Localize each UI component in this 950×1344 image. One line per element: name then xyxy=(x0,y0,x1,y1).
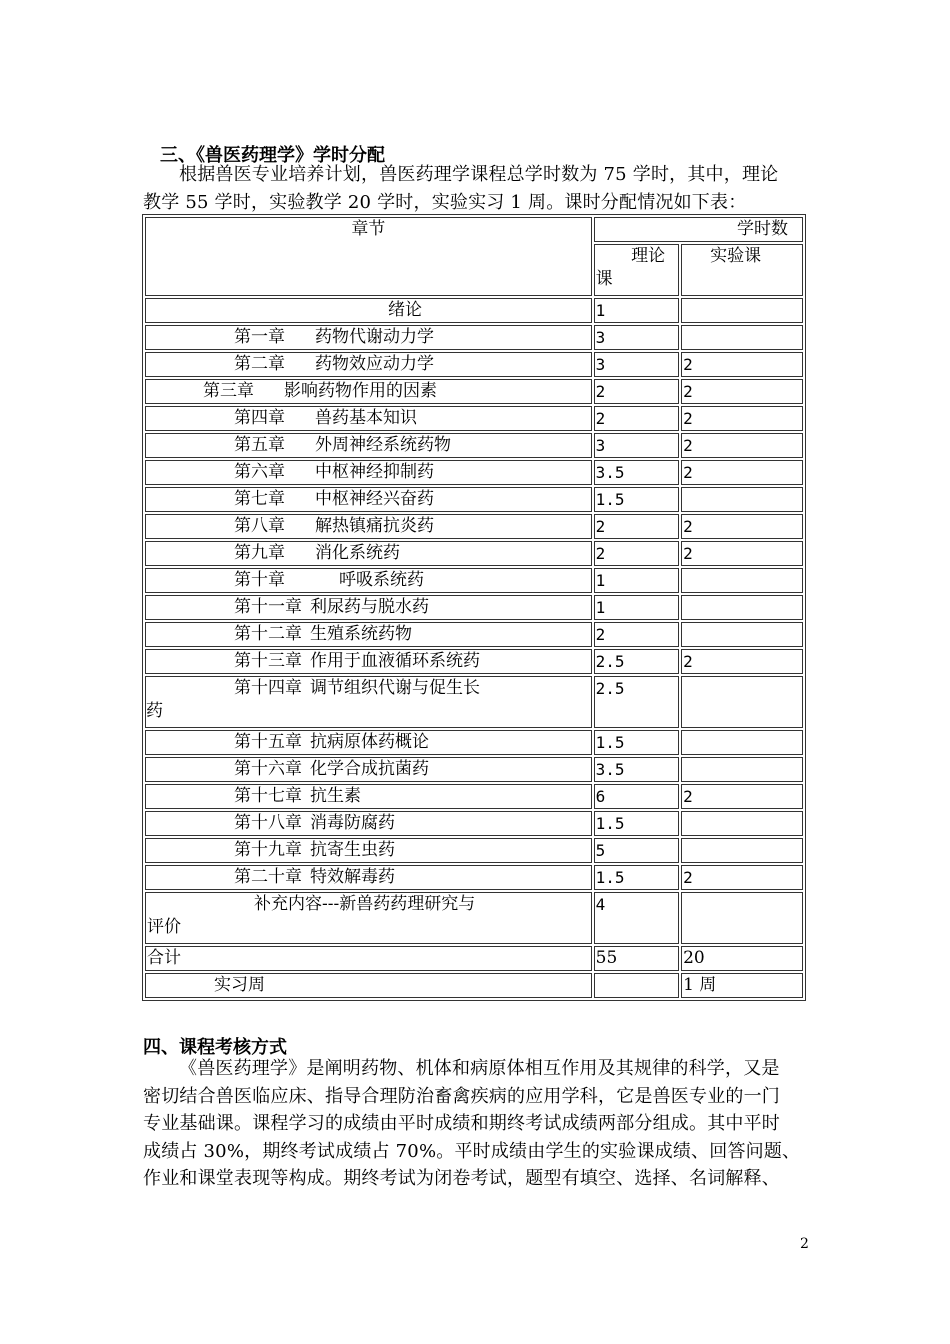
chapter-number: 第五章 xyxy=(234,435,285,455)
table-row xyxy=(145,352,803,377)
header-theory-label-b: 课 xyxy=(595,269,613,289)
chapter-name: 利尿药与脱水药 xyxy=(310,597,429,617)
table-row xyxy=(145,487,803,512)
lab-hours-cell xyxy=(681,595,803,620)
table-row-supplement xyxy=(145,892,803,944)
table-row xyxy=(145,730,803,755)
chapter-number: 第十二章 xyxy=(234,624,302,644)
lab-hours-cell xyxy=(681,757,803,782)
theory-hours-cell: 1 xyxy=(594,595,679,620)
chapter-number: 第十四章 xyxy=(234,678,302,698)
chapter-name: 解热镇痛抗炎药 xyxy=(315,516,434,536)
lab-hours-cell: 2 xyxy=(681,514,803,539)
theory-hours-cell: 2 xyxy=(594,622,679,647)
table-row xyxy=(145,757,803,782)
header-chapter xyxy=(145,217,592,296)
table-row xyxy=(145,838,803,863)
chapter-cell xyxy=(145,298,592,323)
hours-table xyxy=(142,214,806,1001)
supplement-label-b: 评价 xyxy=(147,917,181,937)
chapter-number: 第十三章 xyxy=(234,651,302,671)
assessment-line-1: 《兽医药理学》是阐明药物、机体和病原体相互作用及其规律的科学，又是 xyxy=(179,1058,780,1079)
chapter-cell xyxy=(145,676,592,728)
chapter-name: 调节组织代谢与促生长 xyxy=(310,678,480,698)
lab-hours-cell xyxy=(681,568,803,593)
chapter-cell xyxy=(145,730,592,755)
chapter-name: 绪论 xyxy=(388,300,422,320)
chapter-cell xyxy=(145,352,592,377)
chapter-name: 药物效应动力学 xyxy=(315,354,434,374)
table-row xyxy=(145,406,803,431)
header-lab xyxy=(681,244,803,296)
chapter-name: 外周神经系统药物 xyxy=(315,435,451,455)
chapter-cell xyxy=(145,379,592,404)
chapter-cell xyxy=(145,406,592,431)
lab-hours-cell: 2 xyxy=(681,541,803,566)
theory-hours-cell: 6 xyxy=(594,784,679,809)
chapter-name: 抗生素 xyxy=(310,786,361,806)
lab-hours-cell xyxy=(681,487,803,512)
theory-hours-cell: 2 xyxy=(594,541,679,566)
lab-hours-cell: 2 xyxy=(681,784,803,809)
theory-hours-cell: 2.5 xyxy=(594,649,679,674)
lab-hours-cell xyxy=(681,811,803,836)
header-theory-label-a: 理论 xyxy=(631,246,666,266)
theory-hours-cell: 1 xyxy=(594,568,679,593)
header-hours-label: 学时数 xyxy=(737,219,788,239)
table-row-total xyxy=(145,946,803,971)
theory-hours-cell: 2.5 xyxy=(594,676,679,728)
table-row xyxy=(145,784,803,809)
table-row xyxy=(145,568,803,593)
lab-hours-cell: 2 xyxy=(681,865,803,890)
table-row xyxy=(145,649,803,674)
chapter-name: 抗寄生虫药 xyxy=(310,840,395,860)
lab-hours-cell xyxy=(681,298,803,323)
chapter-number: 第四章 xyxy=(234,408,285,428)
table-row xyxy=(145,676,803,728)
theory-hours-cell: 3.5 xyxy=(594,757,679,782)
table-row xyxy=(145,514,803,539)
lab-hours-cell xyxy=(681,838,803,863)
chapter-name: 化学合成抗菌药 xyxy=(310,759,429,779)
table-row xyxy=(145,811,803,836)
total-theory-cell: 55 xyxy=(594,946,679,971)
chapter-number: 第七章 xyxy=(234,489,285,509)
table-row xyxy=(145,460,803,485)
theory-hours-cell: 3 xyxy=(594,433,679,458)
theory-hours-cell: 5 xyxy=(594,838,679,863)
header-hours xyxy=(594,217,803,242)
page-number: 2 xyxy=(800,1236,809,1252)
chapter-name: 生殖系统药物 xyxy=(310,624,412,644)
intro-line-1: 根据兽医专业培养计划，兽医药理学课程总学时数为 75 学时，其中，理论 xyxy=(179,164,779,185)
chapter-name: 呼吸系统药 xyxy=(339,570,424,590)
chapter-number: 第十六章 xyxy=(234,759,302,779)
lab-hours-cell xyxy=(681,676,803,728)
table-header-row-1 xyxy=(145,217,803,242)
chapter-name: 抗病原体药概论 xyxy=(310,732,429,752)
total-lab-cell: 20 xyxy=(681,946,803,971)
chapter-cell xyxy=(145,595,592,620)
chapter-name: 药物代谢动力学 xyxy=(315,327,434,347)
chapter-cell xyxy=(145,838,592,863)
table-row xyxy=(145,325,803,350)
supplement-theory-cell: 4 xyxy=(594,892,679,944)
lab-hours-cell: 2 xyxy=(681,649,803,674)
chapter-cell xyxy=(145,757,592,782)
chapter-cell xyxy=(145,784,592,809)
chapter-name: 作用于血液循环系统药 xyxy=(310,651,480,671)
chapter-cell xyxy=(145,811,592,836)
theory-hours-cell: 3.5 xyxy=(594,460,679,485)
chapter-name: 特效解毒药 xyxy=(310,867,395,887)
assessment-line-2: 密切结合兽医临应床、指导合理防治畜禽疾病的应用学科，它是兽医专业的一门 xyxy=(143,1085,780,1107)
theory-hours-cell: 3 xyxy=(594,325,679,350)
table-row xyxy=(145,622,803,647)
theory-hours-cell: 1.5 xyxy=(594,487,679,512)
theory-hours-cell: 1 xyxy=(594,298,679,323)
chapter-name: 中枢神经兴奋药 xyxy=(315,489,434,509)
chapter-cell xyxy=(145,487,592,512)
table-row xyxy=(145,379,803,404)
chapter-cell xyxy=(145,460,592,485)
chapter-cell xyxy=(145,541,592,566)
chapter-cell xyxy=(145,865,592,890)
assessment-line-3: 专业基础课。课程学习的成绩由平时成绩和期终考试成绩两部分组成。其中平时 xyxy=(143,1113,780,1134)
theory-hours-cell: 1.5 xyxy=(594,811,679,836)
chapter-number: 第一章 xyxy=(234,327,285,347)
table-row xyxy=(145,595,803,620)
section-heading-hours: 三、《兽医药理学》学时分配 xyxy=(160,145,385,166)
theory-hours-cell: 2 xyxy=(594,379,679,404)
chapter-name: 中枢神经抑制药 xyxy=(315,462,434,482)
assessment-line-4: 成绩占 30%，期终考试成绩占 70%。平时成绩由学生的实验课成绩、回答问题、 xyxy=(143,1140,801,1162)
lab-hours-cell: 2 xyxy=(681,460,803,485)
theory-hours-cell: 1.5 xyxy=(594,730,679,755)
practice-value-cell: 1 周 xyxy=(681,973,803,998)
header-chapter-label: 章节 xyxy=(351,219,386,239)
theory-hours-cell: 1.5 xyxy=(594,865,679,890)
table-row-practice xyxy=(145,973,803,998)
assessment-line-5: 作业和课堂表现等构成。期终考试为闭卷考试，题型有填空、选择、名词解释、 xyxy=(143,1168,780,1189)
lab-hours-cell xyxy=(681,622,803,647)
header-theory xyxy=(594,244,679,296)
table-row xyxy=(145,433,803,458)
section-heading-assessment: 四、课程考核方式 xyxy=(143,1037,287,1058)
header-lab-label: 实验课 xyxy=(710,246,762,266)
lab-hours-cell: 2 xyxy=(681,352,803,377)
chapter-number: 第十五章 xyxy=(234,732,302,752)
chapter-name-cont: 药 xyxy=(146,701,163,721)
chapter-cell xyxy=(145,649,592,674)
lab-hours-cell: 2 xyxy=(681,433,803,458)
total-label-cell: 合计 xyxy=(145,946,592,971)
chapter-number: 第十一章 xyxy=(234,597,302,617)
chapter-number: 第九章 xyxy=(234,543,285,563)
chapter-number: 第三章 xyxy=(203,381,254,401)
chapter-number: 第八章 xyxy=(234,516,285,536)
practice-label-cell: 实习周 xyxy=(145,973,592,998)
chapter-number: 第十七章 xyxy=(234,786,302,806)
chapter-cell xyxy=(145,568,592,593)
chapter-number: 第十章 xyxy=(234,570,285,590)
lab-hours-cell xyxy=(681,325,803,350)
theory-hours-cell: 2 xyxy=(594,406,679,431)
theory-hours-cell: 2 xyxy=(594,514,679,539)
chapter-cell xyxy=(145,514,592,539)
supplement-lab-cell xyxy=(681,892,803,944)
chapter-cell xyxy=(145,325,592,350)
supplement-cell xyxy=(145,892,592,944)
theory-hours-cell: 3 xyxy=(594,352,679,377)
lab-hours-cell: 2 xyxy=(681,406,803,431)
table-row xyxy=(145,865,803,890)
chapter-name: 兽药基本知识 xyxy=(315,408,417,428)
chapter-number: 第十八章 xyxy=(234,813,302,833)
hours-intro xyxy=(143,161,808,216)
lab-hours-cell: 2 xyxy=(681,379,803,404)
chapter-name: 影响药物作用的因素 xyxy=(284,381,437,401)
chapter-name: 消化系统药 xyxy=(315,543,400,563)
chapter-number: 第二十章 xyxy=(234,867,302,887)
intro-line-2: 教学 55 学时，实验教学 20 学时，实验实习 1 周。课时分配情况如下表： xyxy=(143,191,747,213)
practice-theory-cell xyxy=(594,973,679,998)
assessment-paragraph xyxy=(143,1055,808,1193)
table-row xyxy=(145,298,803,323)
chapter-name: 消毒防腐药 xyxy=(310,813,395,833)
chapter-cell xyxy=(145,433,592,458)
lab-hours-cell xyxy=(681,730,803,755)
chapter-number: 第十九章 xyxy=(234,840,302,860)
chapter-number: 第六章 xyxy=(234,462,285,482)
chapter-number: 第二章 xyxy=(234,354,285,374)
table-row xyxy=(145,541,803,566)
chapter-cell xyxy=(145,622,592,647)
supplement-label-a: 补充内容---新兽药药理研究与 xyxy=(254,894,476,914)
